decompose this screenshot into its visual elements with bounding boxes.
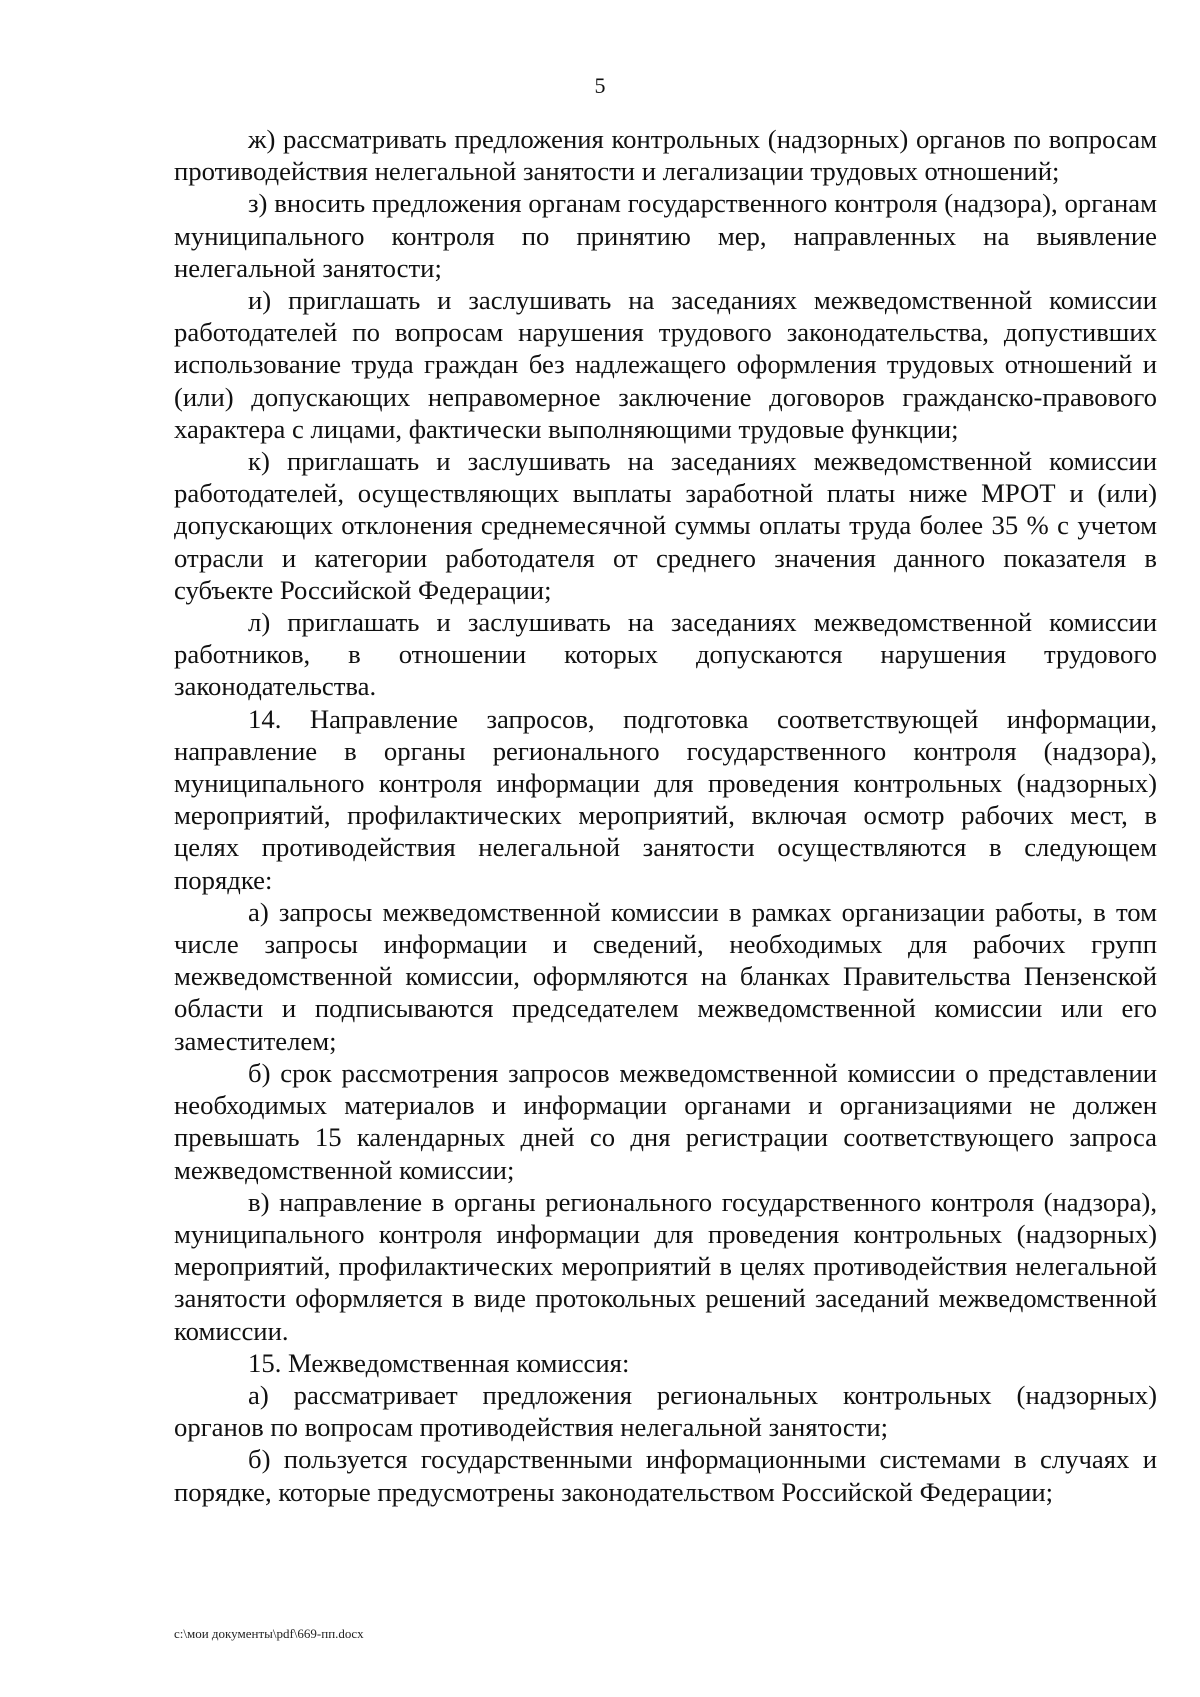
page-number: 5: [594, 73, 606, 98]
paragraph-k: к) приглашать и заслушивать на заседаниях межведомственной комиссии работодателей, осуществляющих выплаты заработной платы ниже МРОТ и (или) допускающих отклонения среднемесячной суммы оплаты труда более 35 % с учетом отрасли и категории работодателя от среднего значения данного показателя в субъекте Российской Федерации;: [174, 446, 1157, 605]
paragraph-l: л) приглашать и заслушивать на заседаниях межведомственной комиссии работников, в отношении которых допускаются нарушения трудового законодательства.: [174, 607, 1157, 702]
paragraph-14-v: в) направление в органы регионального государственного контроля (надзора), муниципального контроля информации для проведения контрольных (надзорных) мероприятий, профилактических мероприятий в целях противодействия нелегальной занятости оформляется в виде протокольных решений заседаний межведомственной комиссии.: [174, 1186, 1157, 1346]
paragraph-15-b: б) пользуется государственными информационными системами в случаях и порядке, которые предусмотрены законодательством Российской Федерации;: [174, 1444, 1157, 1507]
paragraph-zh: ж) рассматривать предложения контрольных (надзорных) органов по вопросам противодействия нелегальной занятости и легализации трудовых отношений;: [174, 124, 1157, 187]
paragraph-i: и) приглашать и заслушивать на заседаниях межведомственной комиссии работодателей по вопросам нарушения трудового законодательства, допустивших использование труда граждан без надлежащего оформления трудовых отношений и (или) допускающих неправомерное заключение договоров гражданско-правового характера с лицами, фактически выполняющими трудовые функции;: [174, 285, 1157, 444]
paragraph-z: з) вносить предложения органам государственного контроля (надзора), органам муниципального контроля по принятию мер, направленных на выявление нелегальной занятости;: [174, 188, 1157, 283]
paragraph-15-a: а) рассматривает предложения региональных контрольных (надзорных) органов по вопросам противодействия нелегальной занятости;: [174, 1379, 1157, 1443]
paragraph-14: 14. Направление запросов, подготовка соответствующей информации, направление в органы регионального государственного контроля (надзора), муниципального контроля информации для проведения контрольных (надзорных) мероприятий, профилактических мероприятий, включая осмотр рабочих мест, в целях противодействия нелегальной занятости осуществляются в следующем порядке:: [174, 703, 1157, 895]
paragraph-14-b: б) срок рассмотрения запросов межведомственной комиссии о представлении необходимых материалов и информации органами и организациями не должен превышать 15 календарных дней со дня регистрации соответствующего запроса межведомственной комиссии;: [174, 1057, 1157, 1185]
paragraph-14-a: а) запросы межведомственной комиссии в рамках организации работы, в том числе запросы информации и сведений, необходимых для рабочих групп межведомственной комиссии, оформляются на бланках Правительства Пензенской области и подписываются председателем межведомственной комиссии или его заместителем;: [174, 896, 1157, 1056]
document-body: [174, 123, 1157, 1508]
footer-file-path: c:\мои документы\pdf\669-пп.docx: [174, 1626, 364, 1641]
paragraph-15: 15. Межведомственная комиссия:: [248, 1347, 630, 1378]
